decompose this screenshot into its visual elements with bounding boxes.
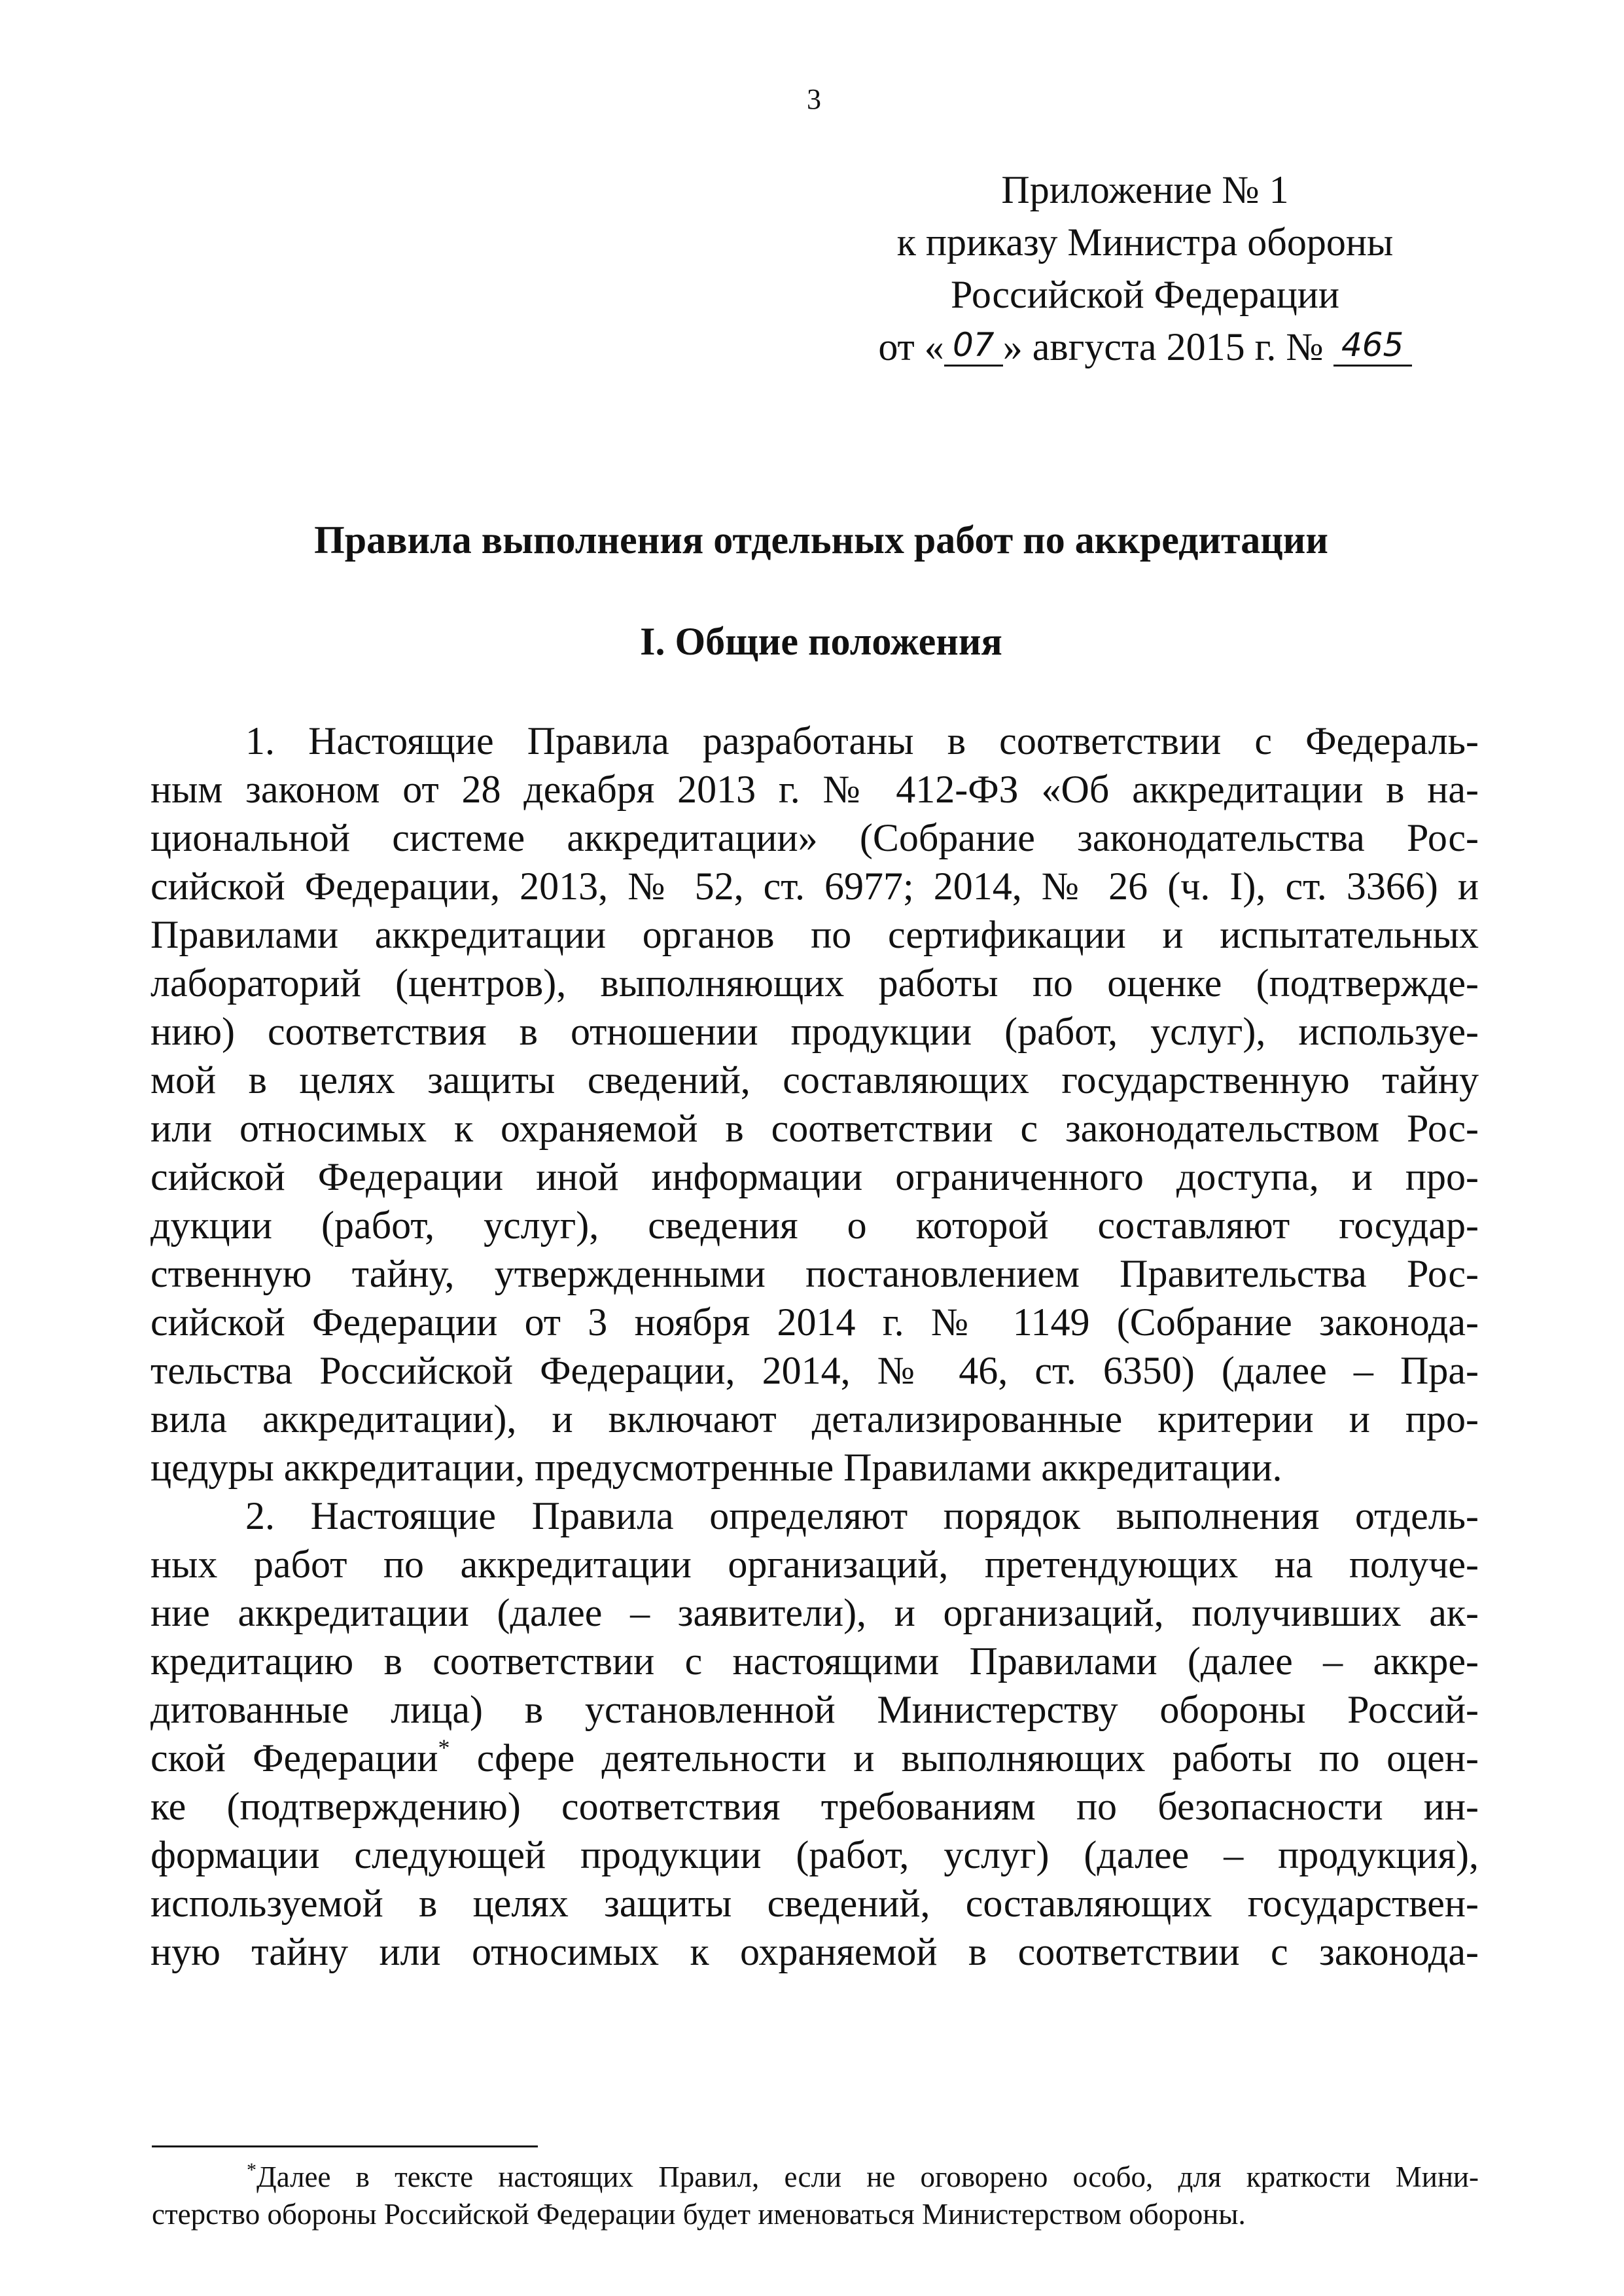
appendix-header: [785, 164, 1505, 373]
footnote-divider: [152, 2145, 538, 2147]
page-number: 3: [807, 83, 821, 115]
appendix-date-line: [785, 321, 1505, 373]
body-line: дитованные лица) в установленной Министерству обороны Россий-: [150, 1688, 1479, 1731]
body-line: дукции (работ, услуг), сведения о которой составляют государ-: [150, 1204, 1479, 1247]
appendix-label: Приложение № 1: [1001, 168, 1289, 211]
body-line: кредитацию в соответствии с настоящими Правилами (далее – аккре-: [150, 1640, 1479, 1683]
body-line: или относимых к охраняемой в соответствии с законодательством Рос-: [150, 1107, 1479, 1150]
body-line: ную тайну или относимых к охраняемой в соответствии с законода-: [150, 1930, 1479, 1973]
body-line: вила аккредитации), и включают детализированные критерии и про-: [150, 1397, 1479, 1441]
footnote-line: [152, 2159, 1479, 2196]
body-line-part: ской Федерации: [150, 1736, 438, 1780]
body-line: 2. Настоящие Правила определяют порядок выполнения отдель-: [245, 1494, 1479, 1537]
body-line: ным законом от 28 декабря 2013 г. № 412-ФЗ «Об аккредитации в на-: [150, 768, 1479, 811]
body-line: сийской Федерации от 3 ноября 2014 г. № 1149 (Собрание законода-: [150, 1300, 1479, 1344]
body-line: сийской Федерации иной информации ограниченного доступа, и про-: [150, 1155, 1479, 1198]
body-line: ственную тайну, утвержденными постановлением Правительства Рос-: [150, 1252, 1479, 1295]
body-line: мой в целях защиты сведений, составляющих государственную тайну: [150, 1058, 1479, 1102]
handwritten-order-number: 465: [1333, 325, 1412, 367]
body-line: Правилами аккредитации органов по сертификации и испытательных: [150, 913, 1479, 956]
footnote-line: стерство обороны Российской Федерации будет именоваться Министерством обороны.: [152, 2198, 1246, 2231]
appendix-order-reference: к приказу Министра обороны: [896, 221, 1394, 264]
body-line: нию) соответствия в отношении продукции (работ, услуг), используе-: [150, 1010, 1479, 1053]
body-line: цедуры аккредитации, предусмотренные Правилами аккредитации.: [150, 1446, 1282, 1489]
footnote: [152, 2159, 1479, 2233]
document-title: Правила выполнения отдельных работ по аккредитации: [314, 518, 1328, 562]
body-line: ке (подтверждению) соответствия требованиям по безопасности ин-: [150, 1785, 1479, 1828]
footnote-text: Далее в тексте настоящих Правил, если не оговорено особо, для краткости Мини-: [256, 2161, 1479, 2193]
body-line-part: сфере деятельности и выполняющих работы по оцен-: [476, 1736, 1479, 1780]
appendix-federation: Российской Федерации: [950, 273, 1340, 316]
body-line: используемой в целях защиты сведений, составляющих государствен-: [150, 1882, 1479, 1925]
body-line-with-footnote: [150, 1734, 1479, 1782]
body-line: 1. Настоящие Правила разработаны в соответствии с Федераль-: [245, 719, 1479, 762]
handwritten-day: 07: [944, 325, 1003, 367]
body-line: циональной системе аккредитации» (Собрание законодательства Рос-: [150, 816, 1479, 859]
body-text: [150, 717, 1479, 1976]
body-line: ние аккредитации (далее – заявители), и организаций, получивших ак-: [150, 1591, 1479, 1634]
section-heading: I. Общие положения: [640, 620, 1002, 663]
body-line: ных работ по аккредитации организаций, претендующих на получе-: [150, 1543, 1479, 1586]
body-line: формации следующей продукции (работ, услуг) (далее – продукция),: [150, 1833, 1479, 1876]
footnote-marker: *: [438, 1734, 450, 1761]
date-middle: » августа 2015 г. №: [1002, 325, 1324, 368]
body-line: сийской Федерации, 2013, № 52, ст. 6977; 2014, № 26 (ч. I), ст. 3366) и: [150, 865, 1479, 908]
body-line: тельства Российской Федерации, 2014, № 46, ст. 6350) (далее – Пра-: [150, 1349, 1479, 1392]
date-prefix: от «: [878, 325, 944, 368]
body-line: лабораторий (центров), выполняющих работы по оценке (подтвержде-: [150, 961, 1479, 1005]
footnote-marker: *: [247, 2159, 256, 2181]
